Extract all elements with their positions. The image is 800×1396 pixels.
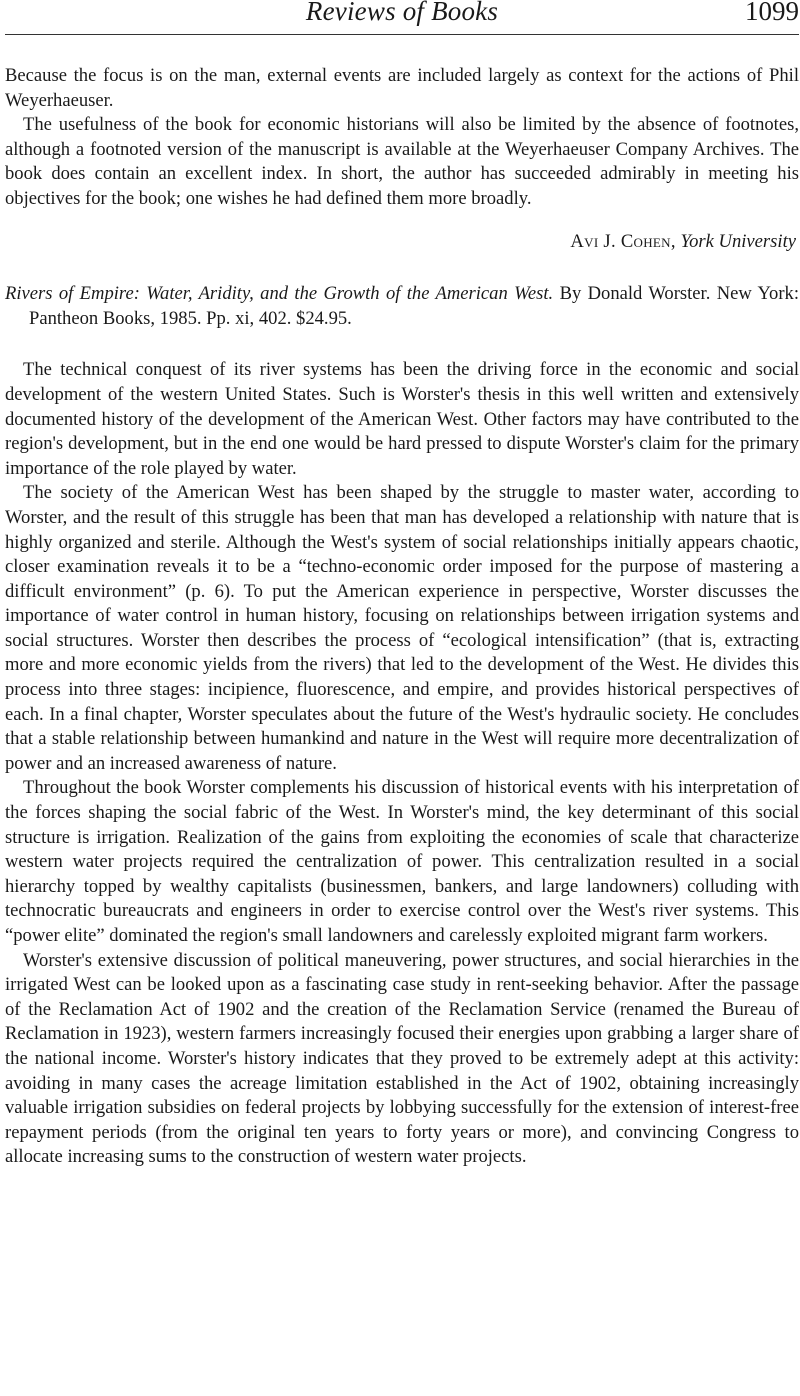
book-details: By Donald Worster. New York: Pantheon Books, 1985. Pp. xi, 402. $24.95. xyxy=(29,283,799,329)
paragraph: The technical conquest of its river systems has been the driving force in the economic and social development of the western United States. Such is Worster's thesis in this well written and extensively documented history of the development of the American West. Other factors may have contributed to the region's development, but in the end one would be hard pressed to dispute Worster's claim for the primary importance of the role played by water. xyxy=(5,359,799,479)
running-header xyxy=(5,0,799,35)
reviewer-name: Avi J. Cohen, xyxy=(570,230,676,252)
book-citation xyxy=(5,282,799,331)
paragraph: The society of the American West has been shaped by the struggle to master water, according to Worster, and the result of this struggle has been that man has developed a relationship with nature that is highly organized and sterile. Although the West's system of social relationships initially appears chaotic, closer examination reveals it to be a “techno-economic order imposed for the purpose of mastering a difficult environment” (p. 6). To put the American experience in perspective, Worster discusses the importance of water control in human history, focusing on relationships between irrigation systems and social structures. Worster then describes the process of “ecological intensification” (that is, extracting more and more economic yields from the rivers) that led to the development of the West. He divides this process into three stages: incipience, fluorescence, and empire, and provides historical perspectives of each. In a final chapter, Worster speculates about the future of the West's hydraulic society. He concludes that a stable relationship between humankind and nature in the West will require more decentralization of power and an increased awareness of nature. xyxy=(5,482,799,774)
reviewer-affiliation: York University xyxy=(680,230,796,252)
previous-review-end xyxy=(5,64,799,212)
book-title: Rivers of Empire: Water, Aridity, and the Growth of the American West. xyxy=(5,283,554,305)
reviewer-signature xyxy=(5,230,796,255)
review-body xyxy=(5,358,799,1170)
running-title: Reviews of Books xyxy=(305,0,499,26)
paragraph: The usefulness of the book for economic historians will also be limited by the absence of footnotes, although a footnoted version of the manuscript is available at the Weyerhaeuser Company Archives. The book does contain an excellent index. In short, the author has succeeded admirably in meeting his objectives for the book; one wishes he had defined them more broadly. xyxy=(5,114,799,209)
page-number: 1099 xyxy=(745,0,799,26)
paragraph: Worster's extensive discussion of political maneuvering, power structures, and social hierarchies in the irrigated West can be looked upon as a fascinating case study in rent-seeking behavior. After the passage of the Reclamation Act of 1902 and the creation of the Reclamation Service (renamed the Bureau of Reclamation in 1923), western farmers increasingly focused their energies upon grabbing a larger share of the national income. Worster's history indicates that they proved to be extremely adept at this activity: avoiding in many cases the acreage limitation established in the Act of 1902, obtaining increasingly valuable irrigation subsidies on federal projects by lobbying successfully for the extension of interest-free repayment periods (from the original ten years to forty years or more), and convincing Congress to allocate increasing sums to the construction of western water projects. xyxy=(5,949,799,1168)
paragraph: Because the focus is on the man, external events are included largely as context for the actions of Phil Weyerhaeuser. xyxy=(5,65,799,111)
paragraph: Throughout the book Worster complements his discussion of historical events with his interpretation of the forces shaping the social fabric of the West. In Worster's mind, the key determinant of this social structure is irrigation. Realization of the gains from exploiting the economies of scale that characterize western water projects required the centralization of power. This centralization resulted in a social hierarchy topped by wealthy capitalists (businessmen, bankers, and large landowners) colluding with technocratic bureaucrats and engineers in order to exercise control over the West's river systems. This “power elite” dominated the region's small landowners and carelessly exploited migrant farm workers. xyxy=(5,777,799,946)
journal-page xyxy=(5,0,799,1170)
